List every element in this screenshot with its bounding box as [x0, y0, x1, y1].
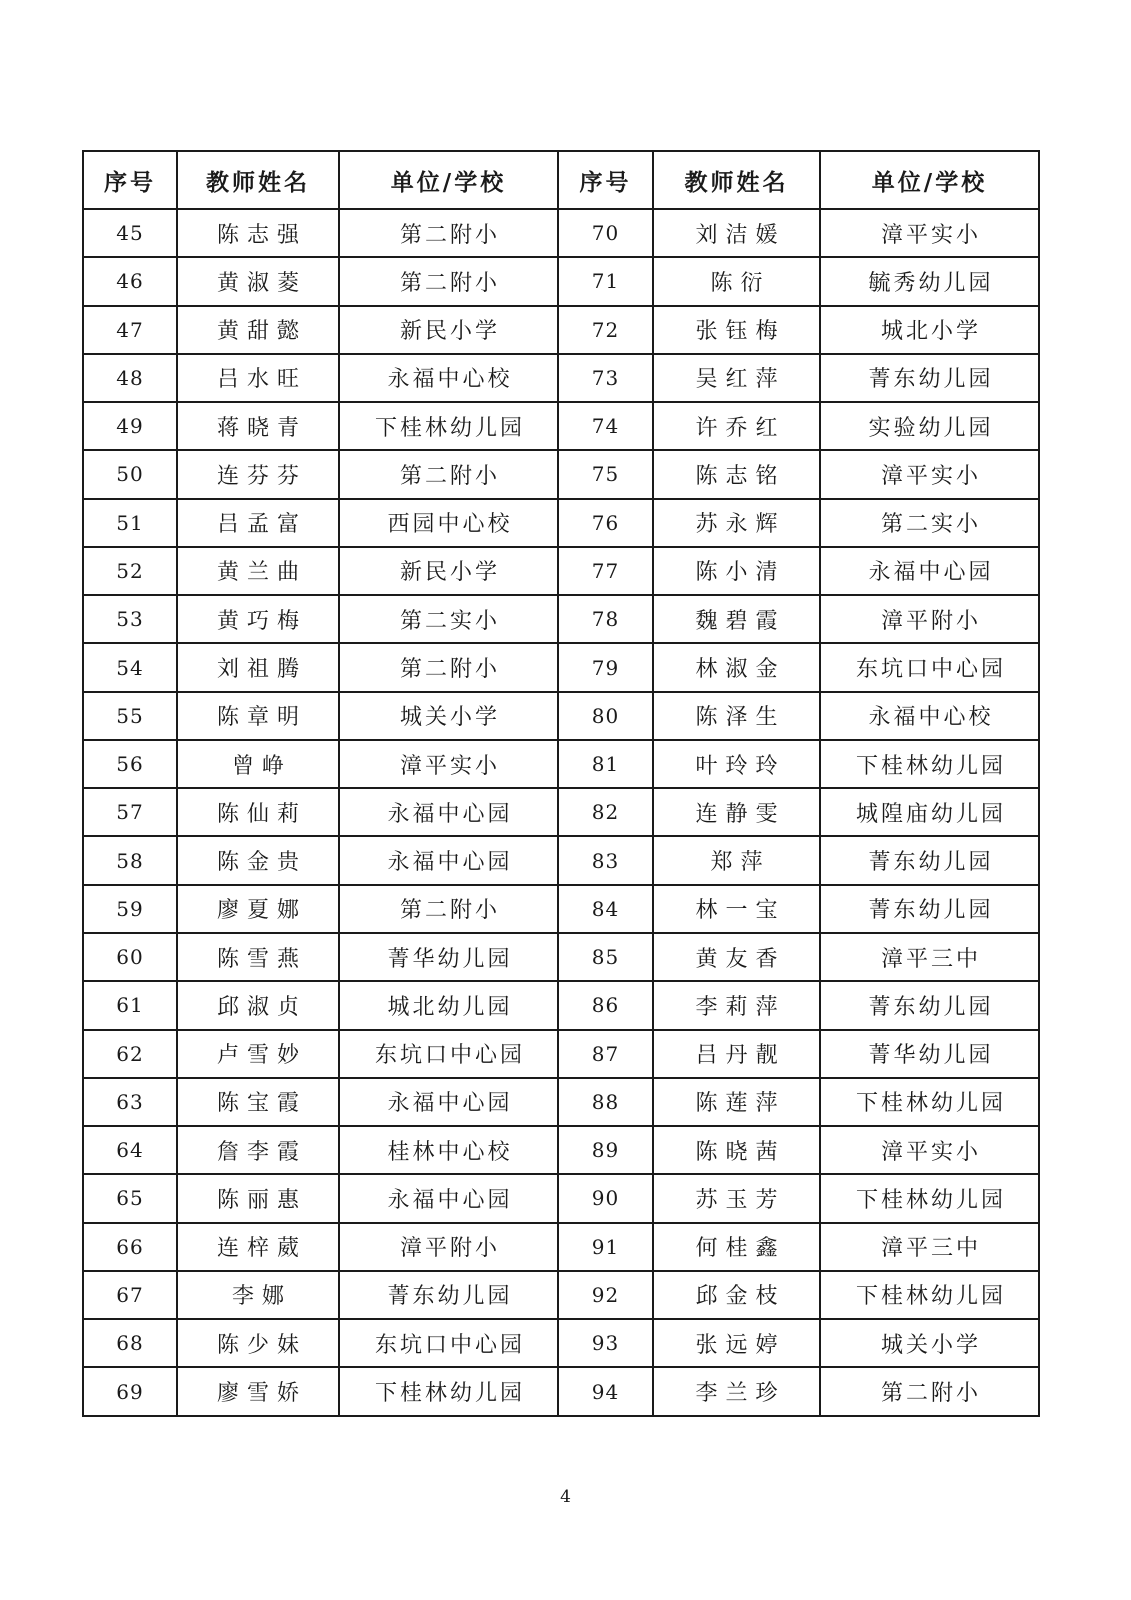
cell-serial-right: 91: [558, 1223, 653, 1271]
cell-serial-left: 51: [83, 499, 177, 547]
table-row: [83, 692, 1039, 740]
cell-serial-right: 70: [558, 209, 653, 257]
cell-serial-left: 60: [83, 933, 177, 981]
cell-name-right: 李兰珍: [653, 1367, 820, 1416]
cell-serial-right: 84: [558, 885, 653, 933]
cell-school-right: 漳平实小: [820, 1126, 1039, 1174]
cell-school-right: 毓秀幼儿园: [820, 257, 1039, 305]
cell-serial-left: 62: [83, 1030, 177, 1078]
cell-name-left: 连梓葳: [177, 1223, 339, 1271]
cell-name-right: 吴红萍: [653, 354, 820, 402]
table-row: [83, 354, 1039, 402]
cell-name-left: 曾峥: [177, 740, 339, 788]
table-row: [83, 1367, 1039, 1416]
cell-name-left: 卢雪妙: [177, 1030, 339, 1078]
cell-school-left: 东坑口中心园: [339, 1030, 558, 1078]
cell-serial-left: 50: [83, 450, 177, 498]
cell-school-left: 东坑口中心园: [339, 1319, 558, 1367]
cell-school-left: 新民小学: [339, 547, 558, 595]
cell-name-left: 陈章明: [177, 692, 339, 740]
table-row: [83, 306, 1039, 354]
cell-serial-left: 48: [83, 354, 177, 402]
cell-name-left: 詹李霞: [177, 1126, 339, 1174]
cell-serial-left: 45: [83, 209, 177, 257]
cell-serial-left: 56: [83, 740, 177, 788]
cell-school-right: 漳平实小: [820, 450, 1039, 498]
cell-school-right: 菁东幼儿园: [820, 354, 1039, 402]
cell-name-right: 张远婷: [653, 1319, 820, 1367]
cell-name-right: 陈衍: [653, 257, 820, 305]
cell-school-right: 东坑口中心园: [820, 643, 1039, 691]
cell-school-right: 下桂林幼儿园: [820, 740, 1039, 788]
cell-serial-right: 81: [558, 740, 653, 788]
cell-serial-left: 65: [83, 1174, 177, 1222]
cell-school-left: 永福中心校: [339, 354, 558, 402]
cell-name-right: 魏碧霞: [653, 595, 820, 643]
cell-name-left: 连芬芬: [177, 450, 339, 498]
cell-serial-right: 76: [558, 499, 653, 547]
cell-name-left: 陈雪燕: [177, 933, 339, 981]
cell-name-left: 廖雪娇: [177, 1367, 339, 1416]
table-row: [83, 1223, 1039, 1271]
cell-serial-left: 54: [83, 643, 177, 691]
cell-serial-left: 61: [83, 981, 177, 1029]
cell-school-right: 漳平三中: [820, 1223, 1039, 1271]
cell-school-left: 永福中心园: [339, 836, 558, 884]
cell-school-right: 第二实小: [820, 499, 1039, 547]
cell-school-right: 第二附小: [820, 1367, 1039, 1416]
cell-name-right: 黄友香: [653, 933, 820, 981]
table-row: [83, 885, 1039, 933]
cell-name-left: 陈仙莉: [177, 788, 339, 836]
cell-school-left: 桂林中心校: [339, 1126, 558, 1174]
cell-serial-right: 83: [558, 836, 653, 884]
cell-name-left: 蒋晓青: [177, 402, 339, 450]
header-name-left: 教师姓名: [177, 151, 339, 209]
cell-school-right: 菁东幼儿园: [820, 836, 1039, 884]
cell-name-left: 陈志强: [177, 209, 339, 257]
cell-name-left: 陈丽惠: [177, 1174, 339, 1222]
table-row: [83, 547, 1039, 595]
cell-school-left: 菁东幼儿园: [339, 1271, 558, 1319]
cell-serial-left: 63: [83, 1078, 177, 1126]
cell-serial-left: 64: [83, 1126, 177, 1174]
cell-name-right: 苏永辉: [653, 499, 820, 547]
cell-serial-left: 49: [83, 402, 177, 450]
cell-school-right: 漳平实小: [820, 209, 1039, 257]
cell-name-right: 陈莲萍: [653, 1078, 820, 1126]
header-row: [83, 151, 1039, 209]
table-row: [83, 257, 1039, 305]
table-row: [83, 788, 1039, 836]
header-no-left: 序号: [83, 151, 177, 209]
cell-name-right: 陈泽生: [653, 692, 820, 740]
cell-name-right: 林淑金: [653, 643, 820, 691]
cell-serial-right: 73: [558, 354, 653, 402]
table-row: [83, 740, 1039, 788]
cell-name-right: 陈小清: [653, 547, 820, 595]
cell-school-left: 下桂林幼儿园: [339, 402, 558, 450]
cell-school-left: 城关小学: [339, 692, 558, 740]
table-row: [83, 643, 1039, 691]
cell-serial-left: 58: [83, 836, 177, 884]
table-row: [83, 1126, 1039, 1174]
table-row: [83, 1271, 1039, 1319]
cell-name-right: 郑萍: [653, 836, 820, 884]
cell-serial-left: 55: [83, 692, 177, 740]
table-row: [83, 209, 1039, 257]
cell-school-right: 菁东幼儿园: [820, 981, 1039, 1029]
cell-school-left: 西园中心校: [339, 499, 558, 547]
cell-serial-left: 69: [83, 1367, 177, 1416]
cell-name-right: 林一宝: [653, 885, 820, 933]
cell-serial-right: 87: [558, 1030, 653, 1078]
cell-serial-right: 72: [558, 306, 653, 354]
cell-serial-right: 82: [558, 788, 653, 836]
cell-serial-right: 90: [558, 1174, 653, 1222]
cell-school-left: 第二附小: [339, 885, 558, 933]
cell-school-left: 漳平实小: [339, 740, 558, 788]
cell-school-right: 城隍庙幼儿园: [820, 788, 1039, 836]
table-row: [83, 1030, 1039, 1078]
table-row: [83, 1174, 1039, 1222]
cell-name-left: 黄兰曲: [177, 547, 339, 595]
table-row: [83, 836, 1039, 884]
cell-school-left: 城北幼儿园: [339, 981, 558, 1029]
cell-name-right: 陈晓茜: [653, 1126, 820, 1174]
cell-name-right: 苏玉芳: [653, 1174, 820, 1222]
cell-name-right: 李莉萍: [653, 981, 820, 1029]
cell-serial-right: 77: [558, 547, 653, 595]
cell-school-right: 下桂林幼儿园: [820, 1271, 1039, 1319]
cell-school-right: 城关小学: [820, 1319, 1039, 1367]
cell-name-left: 黄淑菱: [177, 257, 339, 305]
cell-name-right: 邱金枝: [653, 1271, 820, 1319]
cell-school-left: 永福中心园: [339, 788, 558, 836]
teacher-roster-table: [82, 150, 1040, 1417]
cell-school-right: 下桂林幼儿园: [820, 1174, 1039, 1222]
cell-school-right: 下桂林幼儿园: [820, 1078, 1039, 1126]
cell-school-right: 菁东幼儿园: [820, 885, 1039, 933]
cell-name-left: 黄巧梅: [177, 595, 339, 643]
cell-serial-right: 71: [558, 257, 653, 305]
table-row: [83, 595, 1039, 643]
page-number: 4: [560, 1487, 571, 1507]
cell-serial-right: 79: [558, 643, 653, 691]
cell-serial-right: 78: [558, 595, 653, 643]
cell-name-left: 吕水旺: [177, 354, 339, 402]
cell-serial-left: 57: [83, 788, 177, 836]
cell-name-right: 刘洁媛: [653, 209, 820, 257]
cell-serial-right: 94: [558, 1367, 653, 1416]
cell-name-left: 陈宝霞: [177, 1078, 339, 1126]
cell-name-left: 廖夏娜: [177, 885, 339, 933]
header-name-right: 教师姓名: [653, 151, 820, 209]
cell-school-right: 菁华幼儿园: [820, 1030, 1039, 1078]
cell-school-left: 下桂林幼儿园: [339, 1367, 558, 1416]
cell-school-left: 第二附小: [339, 450, 558, 498]
cell-name-left: 邱淑贞: [177, 981, 339, 1029]
cell-school-left: 第二附小: [339, 643, 558, 691]
cell-school-right: 永福中心校: [820, 692, 1039, 740]
table-row: [83, 450, 1039, 498]
header-school-left: 单位/学校: [339, 151, 558, 209]
cell-name-right: 何桂鑫: [653, 1223, 820, 1271]
cell-name-left: 吕孟富: [177, 499, 339, 547]
cell-school-left: 漳平附小: [339, 1223, 558, 1271]
cell-serial-right: 75: [558, 450, 653, 498]
cell-serial-left: 46: [83, 257, 177, 305]
cell-serial-right: 86: [558, 981, 653, 1029]
cell-serial-left: 68: [83, 1319, 177, 1367]
cell-serial-left: 47: [83, 306, 177, 354]
cell-name-right: 许乔红: [653, 402, 820, 450]
header-school-right: 单位/学校: [820, 151, 1039, 209]
table-row: [83, 933, 1039, 981]
cell-school-right: 实验幼儿园: [820, 402, 1039, 450]
cell-serial-right: 85: [558, 933, 653, 981]
cell-school-left: 永福中心园: [339, 1174, 558, 1222]
cell-serial-left: 59: [83, 885, 177, 933]
cell-school-right: 漳平三中: [820, 933, 1039, 981]
cell-school-left: 新民小学: [339, 306, 558, 354]
cell-school-right: 漳平附小: [820, 595, 1039, 643]
cell-serial-right: 93: [558, 1319, 653, 1367]
cell-school-left: 第二附小: [339, 257, 558, 305]
cell-school-left: 第二实小: [339, 595, 558, 643]
cell-name-right: 吕丹靓: [653, 1030, 820, 1078]
cell-school-left: 第二附小: [339, 209, 558, 257]
cell-serial-left: 52: [83, 547, 177, 595]
cell-name-left: 黄甜懿: [177, 306, 339, 354]
table-row: [83, 1319, 1039, 1367]
cell-school-right: 城北小学: [820, 306, 1039, 354]
cell-serial-right: 92: [558, 1271, 653, 1319]
header-no-right: 序号: [558, 151, 653, 209]
cell-serial-left: 66: [83, 1223, 177, 1271]
table-row: [83, 402, 1039, 450]
cell-serial-left: 53: [83, 595, 177, 643]
cell-serial-right: 74: [558, 402, 653, 450]
cell-school-left: 菁华幼儿园: [339, 933, 558, 981]
cell-serial-right: 80: [558, 692, 653, 740]
cell-serial-right: 89: [558, 1126, 653, 1174]
cell-name-left: 陈金贵: [177, 836, 339, 884]
cell-school-right: 永福中心园: [820, 547, 1039, 595]
cell-name-right: 连静雯: [653, 788, 820, 836]
table-row: [83, 499, 1039, 547]
table-row: [83, 981, 1039, 1029]
cell-school-left: 永福中心园: [339, 1078, 558, 1126]
cell-name-right: 陈志铭: [653, 450, 820, 498]
cell-name-left: 陈少妹: [177, 1319, 339, 1367]
table-row: [83, 1078, 1039, 1126]
cell-name-right: 张钰梅: [653, 306, 820, 354]
cell-serial-right: 88: [558, 1078, 653, 1126]
cell-name-right: 叶玲玲: [653, 740, 820, 788]
cell-name-left: 李娜: [177, 1271, 339, 1319]
cell-serial-left: 67: [83, 1271, 177, 1319]
cell-name-left: 刘祖腾: [177, 643, 339, 691]
